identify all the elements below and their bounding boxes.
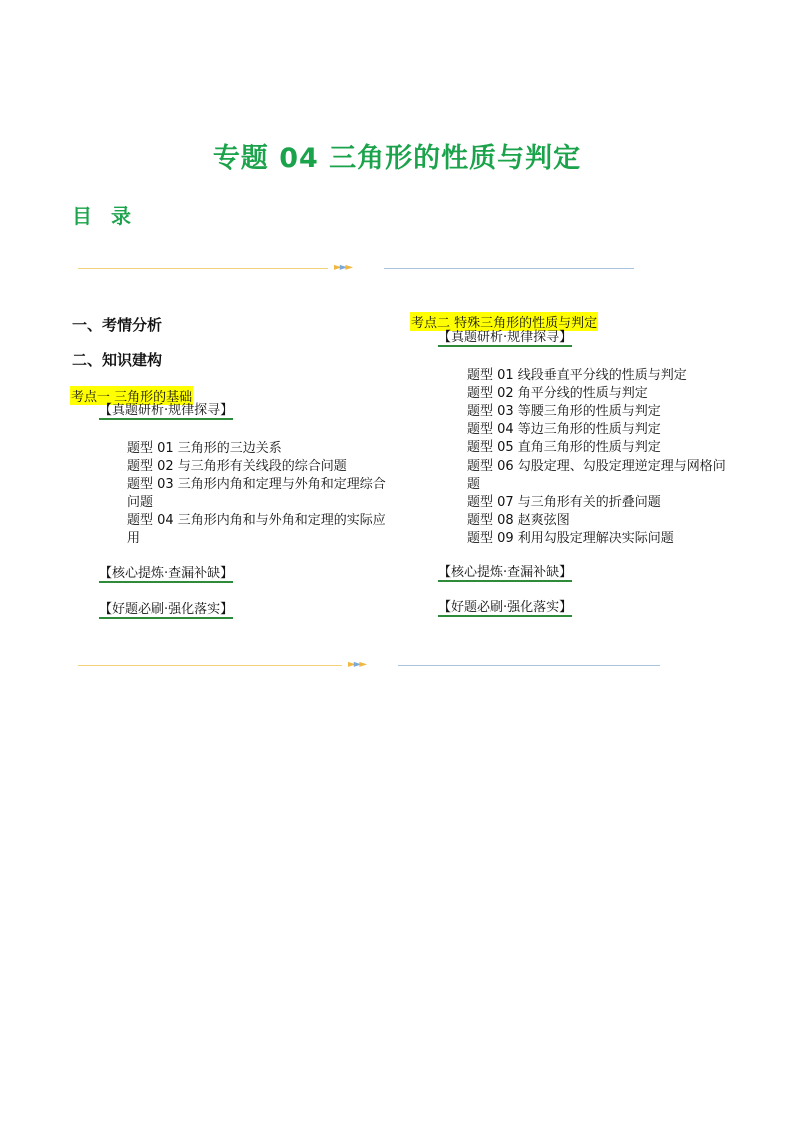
point1-core-link[interactable]: 【核心提炼·查漏补缺】: [99, 566, 234, 581]
point1-item-1[interactable]: 题型 01 三角形的三边关系: [127, 441, 282, 456]
point2-item-1[interactable]: 题型 01 线段垂直平分线的性质与判定: [467, 368, 687, 383]
point1-label[interactable]: 考点一 三角形的基础: [70, 386, 193, 405]
point2-item-8[interactable]: 题型 08 赵爽弦图: [467, 513, 570, 528]
point2-item-2[interactable]: 题型 02 角平分线的性质与判定: [467, 386, 648, 401]
point2-item-3[interactable]: 题型 03 等腰三角形的性质与判定: [467, 404, 661, 419]
divider-bottom: [78, 661, 662, 671]
point2-research-link[interactable]: 【真题研析·规律探寻】: [438, 330, 573, 345]
divider-top: [78, 264, 638, 274]
section-knowledge[interactable]: 二、知识建构: [72, 351, 163, 369]
point2-core-link[interactable]: 【核心提炼·查漏补缺】: [438, 565, 573, 580]
toc-heading: 目 录: [72, 204, 137, 228]
point1-item-4[interactable]: 题型 04 三角形内角和与外角和定理的实际应用: [127, 513, 386, 546]
arrow-icon: ►►►: [334, 262, 352, 273]
point2-item-9[interactable]: 题型 09 利用勾股定理解决实际问题: [467, 531, 674, 546]
point1-research-link[interactable]: 【真题研析·规律探寻】: [99, 403, 234, 418]
point2-label[interactable]: 考点二 特殊三角形的性质与判定: [410, 312, 598, 331]
point2-item-7[interactable]: 题型 07 与三角形有关的折叠问题: [467, 495, 661, 510]
point2-item-6[interactable]: 题型 06 勾股定理、勾股定理逆定理与网格问题: [467, 459, 726, 492]
section-analysis[interactable]: 一、考情分析: [72, 316, 163, 334]
point1-item-3[interactable]: 题型 03 三角形内角和定理与外角和定理综合问题: [127, 477, 386, 510]
point1-item-2[interactable]: 题型 02 与三角形有关线段的综合问题: [127, 459, 347, 474]
point2-practice-link[interactable]: 【好题必刷·强化落实】: [438, 600, 573, 615]
point2-item-5[interactable]: 题型 05 直角三角形的性质与判定: [467, 440, 661, 455]
arrow-icon: ►►►: [348, 659, 366, 670]
document-title: 专题 04 三角形的性质与判定: [212, 143, 582, 174]
point1-practice-link[interactable]: 【好题必刷·强化落实】: [99, 602, 234, 617]
point2-item-4[interactable]: 题型 04 等边三角形的性质与判定: [467, 422, 661, 437]
